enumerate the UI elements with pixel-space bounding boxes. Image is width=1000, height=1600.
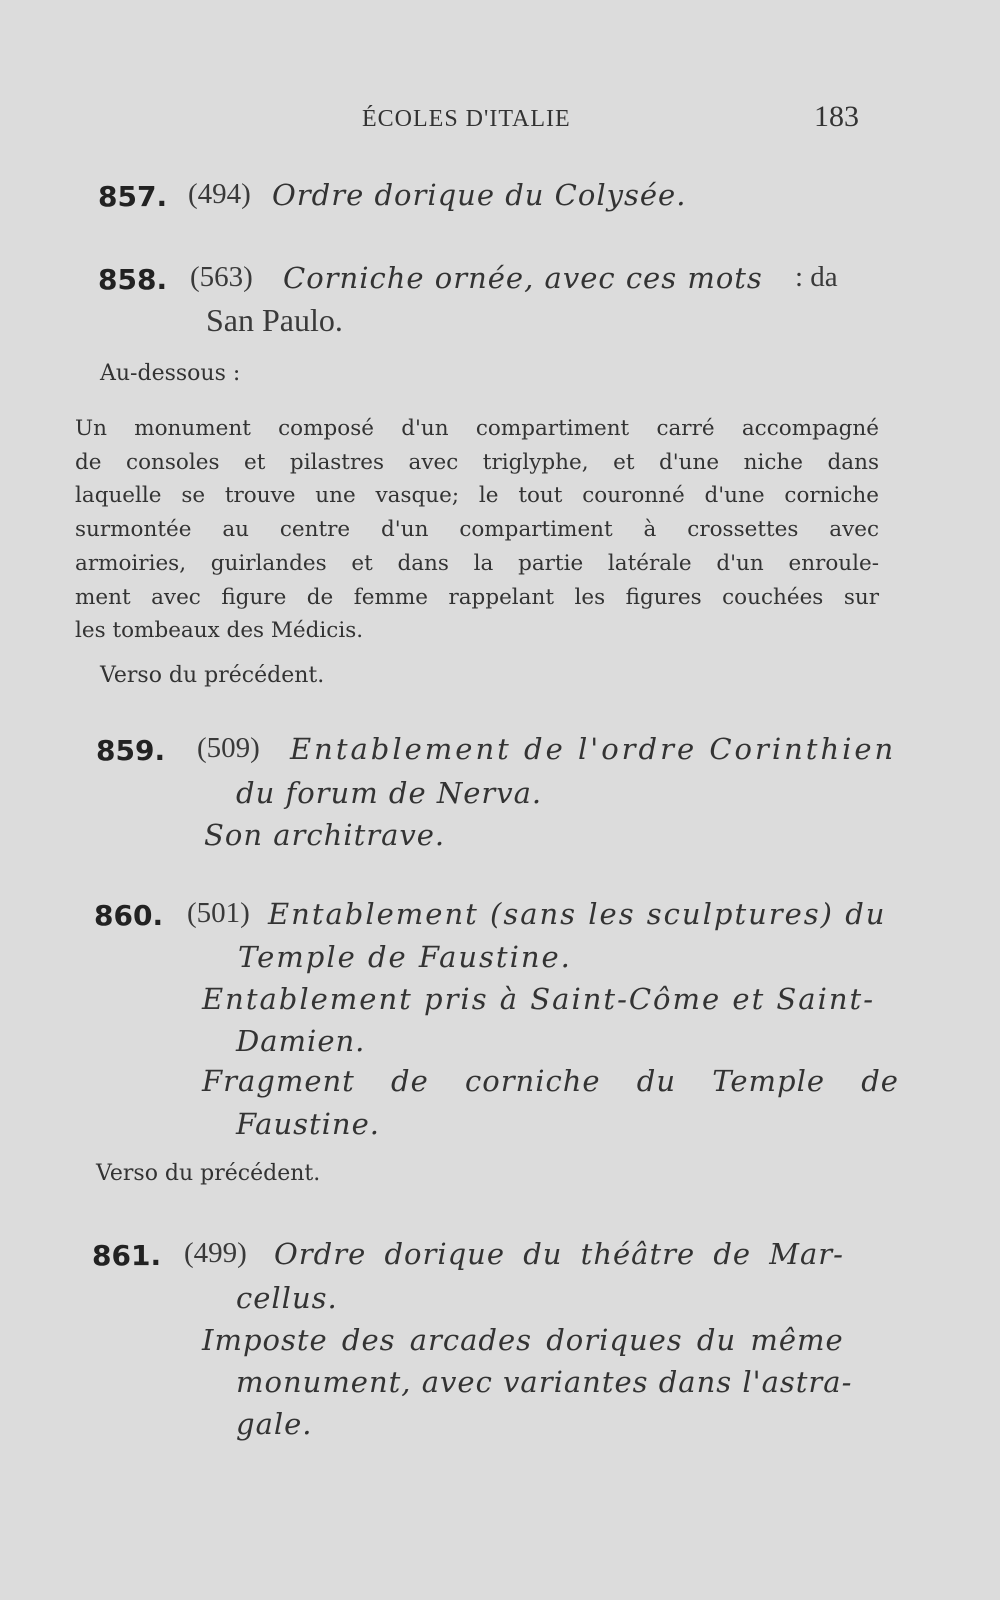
entry-reference: (509)	[197, 732, 260, 764]
entry-subtitle: Entablement pris à Saint-Côme et Saint-	[202, 982, 875, 1016]
description-line: les tombeaux des Médicis.	[75, 618, 364, 644]
entry-subtitle: gale.	[236, 1407, 313, 1441]
page-number: 183	[814, 100, 859, 133]
description-line: de consoles et pilastres avec triglyphe, et d'une niche dans	[75, 449, 879, 475]
description-paragraph	[75, 412, 879, 648]
description-line: armoiries, guirlandes et dans la partie latérale d'un enroule-	[75, 550, 879, 576]
entry-title: Ordre dorique du Colysée.	[272, 178, 687, 212]
entry-title: Ordre dorique du théâtre de Mar-	[274, 1237, 844, 1271]
entry-subtitle: Son architrave.	[204, 818, 446, 852]
entry-subtitle: Fragment de corniche du Temple de	[202, 1064, 899, 1098]
entry-title: du forum de Nerva.	[236, 776, 543, 810]
entry-number: 860.	[94, 899, 164, 932]
entry-subtitle: Damien.	[236, 1024, 366, 1058]
entry-title: Corniche ornée, avec ces mots	[283, 261, 763, 295]
entry-reference: (563)	[190, 261, 253, 293]
entry-reference: (494)	[188, 178, 251, 210]
description-line: ment avec figure de femme rappelant les figures couchées sur	[75, 584, 879, 610]
entry-number: 859.	[96, 734, 166, 767]
entry-title-roman: San Paulo.	[206, 302, 343, 338]
verso-note: Verso du précédent.	[100, 663, 325, 688]
entry-reference: (501)	[187, 897, 250, 929]
entry-number: 861.	[92, 1239, 162, 1272]
entry-title: cellus.	[236, 1281, 338, 1315]
entry-subtitle: monument, avec variantes dans l'astra-	[236, 1365, 853, 1399]
entry-number: 857.	[98, 180, 168, 213]
entry-title: Entablement (sans les sculptures) du	[268, 897, 887, 931]
verso-note: Verso du précédent.	[96, 1161, 321, 1186]
entry-title: Entablement de l'ordre Corinthien	[290, 732, 897, 766]
description-line: Un monument composé d'un compartiment carré accompagné	[75, 416, 879, 441]
entry-subtitle: Imposte des arcades doriques du même	[202, 1323, 844, 1357]
au-dessous-label: Au-dessous :	[100, 361, 241, 386]
description-line: surmontée au centre d'un compartiment à crossettes avec	[75, 517, 879, 543]
entry-reference: (499)	[184, 1237, 247, 1269]
entry-title: Temple de Faustine.	[238, 940, 572, 974]
entry-subtitle: Faustine.	[236, 1107, 380, 1141]
running-header: ÉCOLES D'ITALIE	[362, 106, 571, 132]
description-line: laquelle se trouve une vasque; le tout couronné d'une corniche	[75, 483, 879, 509]
entry-number: 858.	[98, 263, 168, 296]
entry-title-roman: : da	[795, 261, 838, 293]
